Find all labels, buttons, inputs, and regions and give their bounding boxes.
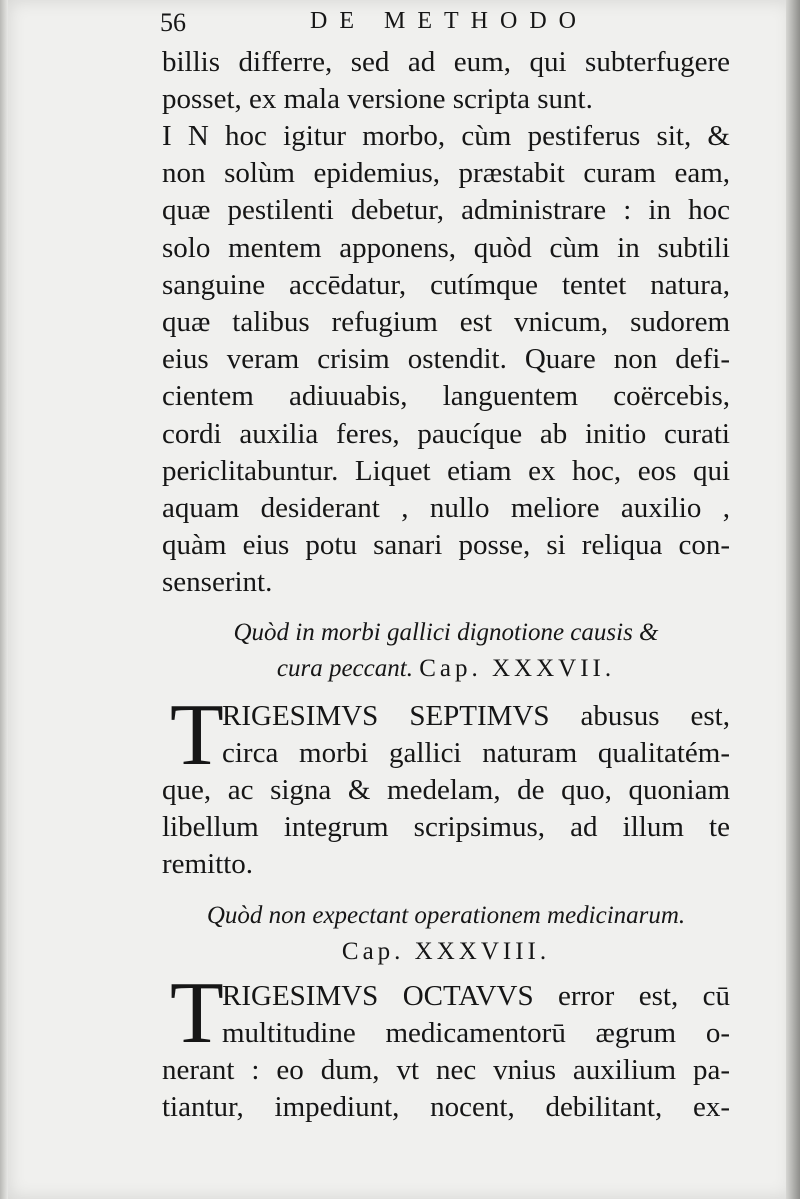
book-gutter — [0, 0, 8, 1199]
text-line: senserint. — [162, 566, 273, 599]
text-line: eius veram crisim ostendit. Quare non defi- — [162, 343, 730, 376]
text-line: nerant : eo dum, vt nec vnius auxilium pa- — [162, 1054, 730, 1086]
text-line: periclitabuntur. Liquet etiam ex hoc, eos qui — [162, 454, 730, 487]
heading-line: Quòd in morbi gallici dignotione causis & — [233, 619, 659, 646]
drop-cap: T — [170, 965, 224, 1062]
text-line: que, ac signa & medelam, de quo, quoniam — [162, 774, 730, 806]
drop-cap: T — [170, 687, 224, 784]
paragraph-chapter-37-continued — [162, 772, 730, 884]
paragraph-continuation — [162, 44, 730, 118]
chapter-number: Cap. XXXVII. — [419, 655, 616, 682]
text-line: RIGESIMVS SEPTIMVS abusus est, — [222, 700, 730, 732]
text-line: quæ talibus refugium est vnicum, sudorem — [162, 306, 730, 339]
text-line: I N hoc igitur morbo, cùm pestiferus sit, & — [162, 120, 730, 152]
text-line: RIGESIMVS OCTAVVS error est, cū — [222, 980, 730, 1012]
heading-line: Quòd non expectant operationem medicinarum. — [206, 902, 686, 929]
heading-italic-text: cura peccant. — [276, 655, 413, 682]
text-line: solo mentem apponens, quòd cùm in subtili — [162, 231, 730, 264]
text-line: posset, ex mala versione scripta sunt. — [162, 83, 593, 116]
paragraph-chapter-38-continued — [162, 1052, 730, 1126]
paragraph-chapter-37 — [222, 698, 730, 772]
chapter-heading-37 — [162, 615, 730, 687]
text-line: multitudine medicamentorū ægrum o- — [222, 1017, 730, 1050]
text-line: tiantur, impediunt, nocent, debilitant, ex- — [162, 1091, 730, 1124]
heading-line — [162, 651, 730, 687]
text-line: libellum integrum scripsimus, ad illum te — [162, 811, 730, 844]
text-line: non solùm epidemius, præstabit curam eam, — [162, 157, 730, 190]
running-head — [160, 8, 730, 40]
text-line: billis differre, sed ad eum, qui subterfugere — [162, 46, 730, 78]
text-line: quàm eius potu sanari posse, si reliqua con- — [162, 529, 730, 562]
text-line: circa morbi gallici naturam qualitatém- — [222, 737, 730, 770]
running-title: DE METHODO — [310, 8, 588, 34]
text-line: sanguine accēdatur, cutímque tentet natura, — [162, 268, 730, 301]
text-line: cordi auxilia feres, paucíque ab initio curati — [162, 417, 730, 450]
chapter-number: Cap. XXXVIII. — [341, 938, 551, 965]
paragraph-chapter-38 — [222, 978, 730, 1052]
chapter-heading-38 — [162, 898, 730, 970]
page-number: 56 — [160, 8, 186, 37]
page-edge-shadow — [786, 0, 800, 1199]
paragraph-main — [162, 118, 730, 602]
text-line: cientem adiuuabis, languentem coërcebis, — [162, 380, 730, 413]
text-line: aquam desiderant , nullo meliore auxilio , — [162, 492, 730, 525]
text-line: quæ pestilenti debetur, administrare : in hoc — [162, 194, 730, 227]
text-line: remitto. — [162, 848, 254, 881]
